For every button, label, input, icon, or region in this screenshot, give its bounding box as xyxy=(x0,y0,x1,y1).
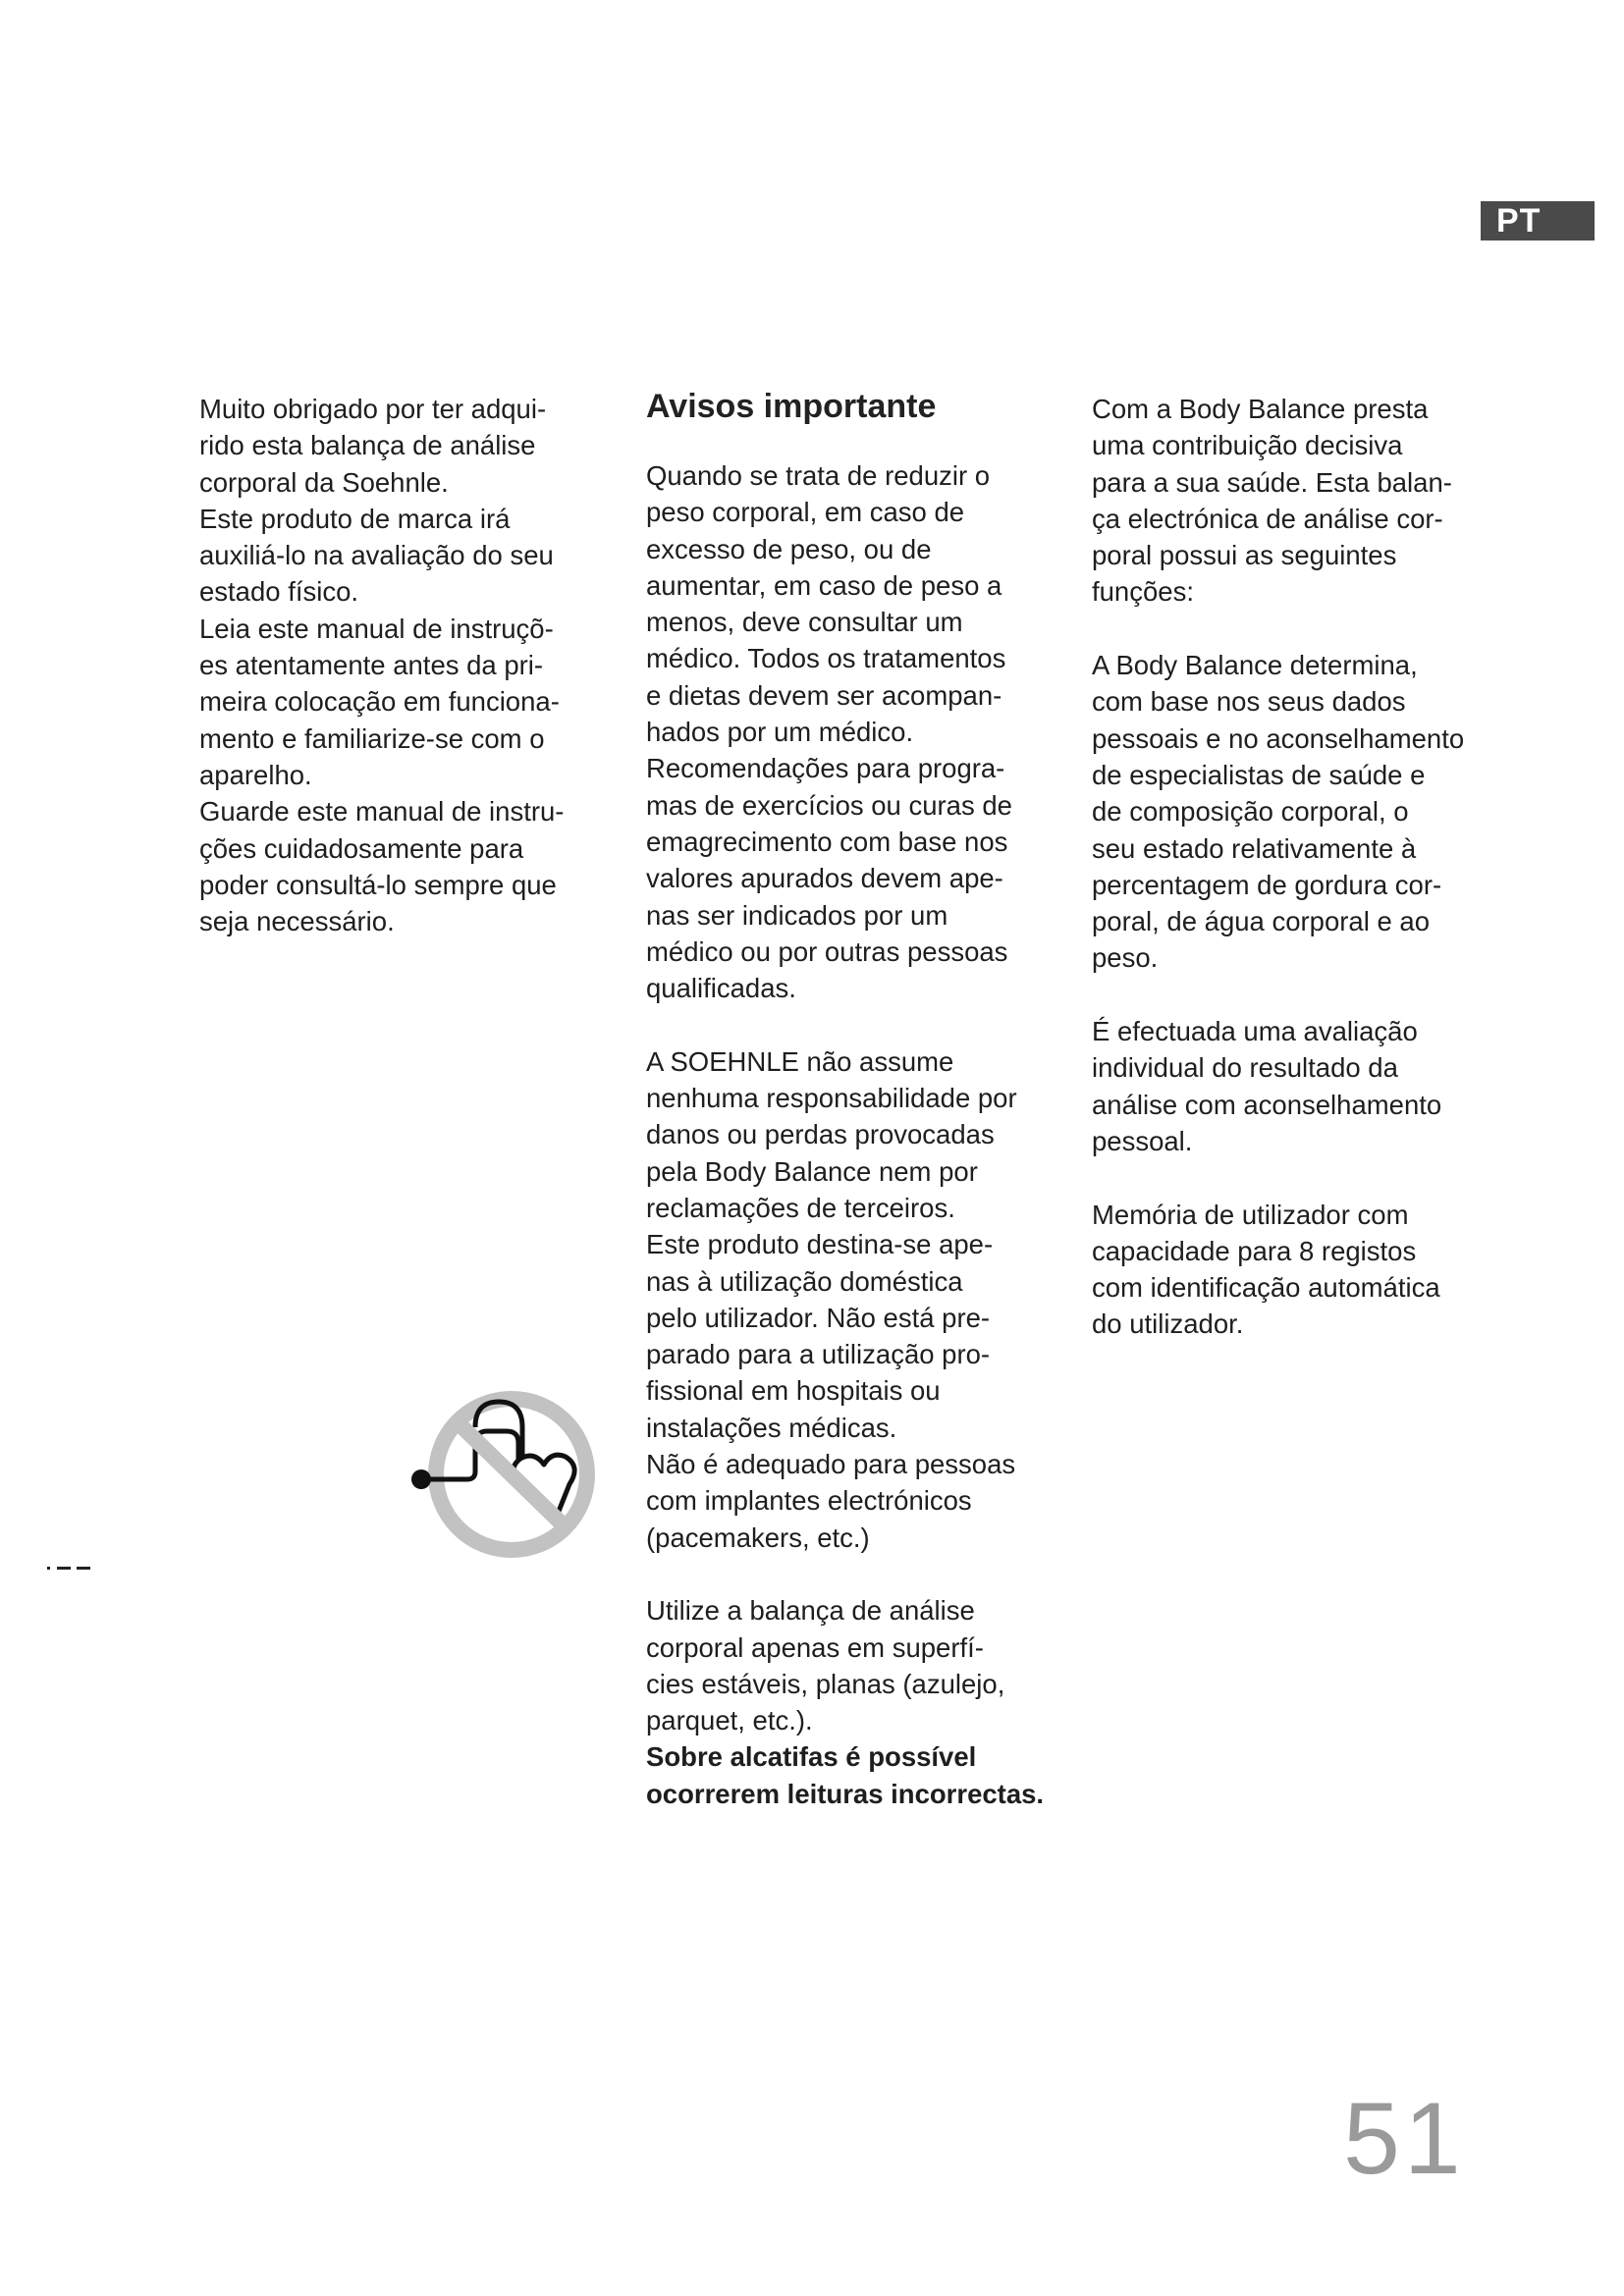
no-pacemaker-icon xyxy=(408,1388,595,1565)
text-line: cies estáveis, planas (azulejo, xyxy=(646,1668,1005,1699)
text-line: auxiliá-lo na avaliação do seu xyxy=(199,540,554,571)
text-line: Muito obrigado por ter adqui- xyxy=(199,394,547,424)
text-line: e dietas devem ser acompan- xyxy=(646,679,1002,711)
text-line: Este produto destina-se ape- xyxy=(646,1229,994,1260)
text-line: Quando se trata de reduzir o xyxy=(646,460,991,491)
text-line: mas de exercícios ou curas de xyxy=(646,789,1012,821)
text-line: es atentamente antes da pri- xyxy=(199,650,544,681)
text-line: pelo utilizador. Não está pre- xyxy=(646,1302,991,1333)
features-column xyxy=(1092,391,1464,1343)
text-line: para a sua saúde. Esta balan- xyxy=(1092,466,1452,498)
text-line: instalações médicas. xyxy=(646,1412,897,1443)
text-line: com identificação automática xyxy=(1092,1272,1440,1304)
text-line: capacidade para 8 registos xyxy=(1092,1235,1417,1266)
text-line: A SOEHNLE não assume xyxy=(646,1045,954,1077)
text-line: corporal apenas em superfí- xyxy=(646,1631,984,1663)
text-line: ções cuidadosamente para xyxy=(199,832,524,864)
text-line: emagrecimento com base nos xyxy=(646,826,1008,857)
text-line: Não é adequado para pessoas xyxy=(646,1449,1016,1480)
text-line: meira colocação em funciona- xyxy=(199,686,560,718)
text-line: parquet, etc.). xyxy=(646,1705,813,1736)
text-line: parado para a utilização pro- xyxy=(646,1339,991,1370)
text-line: peso corporal, em caso de xyxy=(646,497,965,528)
text-line: mento e familiarize-se com o xyxy=(199,722,545,754)
text-line: com base nos seus dados xyxy=(1092,686,1406,718)
text-line: É efectuada uma avaliação xyxy=(1092,1016,1418,1047)
text-line: funções: xyxy=(1092,576,1194,608)
text-line: individual do resultado da xyxy=(1092,1052,1398,1084)
language-tab: PT xyxy=(1481,201,1595,240)
text-line: A Body Balance determina, xyxy=(1092,650,1418,681)
text-line: de especialistas de saúde e xyxy=(1092,759,1426,790)
text-line: percentagem de gordura cor- xyxy=(1092,869,1442,900)
text-line: Guarde este manual de instru- xyxy=(199,796,565,828)
text-line: poral possui as seguintes xyxy=(1092,540,1397,571)
text-line: nenhuma responsabilidade por xyxy=(646,1083,1017,1114)
text-line: Recomendações para progra- xyxy=(646,753,1005,784)
text-line: excesso de peso, ou de xyxy=(646,533,932,564)
text-line: pela Body Balance nem por xyxy=(646,1155,978,1187)
text-line: Este produto de marca irá xyxy=(199,503,511,534)
text-line: rido esta balança de análise xyxy=(199,430,536,461)
text-line: (pacemakers, etc.) xyxy=(646,1522,870,1553)
text-line: reclamações de terceiros. xyxy=(646,1192,955,1223)
text-line: uma contribuição decisiva xyxy=(1092,430,1403,461)
text-line: aumentar, em caso de peso a xyxy=(646,569,1002,601)
text-line: poder consultá-lo sempre que xyxy=(199,869,557,900)
section-heading: Avisos importante xyxy=(646,388,937,425)
text-line: Utilize a balança de análise xyxy=(646,1595,975,1627)
text-line: poral, de água corporal e ao xyxy=(1092,906,1430,937)
text-line: Memória de utilizador com xyxy=(1092,1199,1409,1230)
text-line: seu estado relativamente à xyxy=(1092,832,1417,864)
text-line: corporal da Soehnle. xyxy=(199,466,449,498)
text-line: nas ser indicados por um xyxy=(646,899,948,931)
text-line: com implantes electrónicos xyxy=(646,1485,972,1517)
text-line: médico. Todos os tratamentos xyxy=(646,643,1006,674)
text-line: pessoais e no aconselhamento xyxy=(1092,722,1465,754)
text-line: de composição corporal, o xyxy=(1092,796,1409,828)
text-line: análise com aconselhamento xyxy=(1092,1089,1442,1120)
text-line: danos ou perdas provocadas xyxy=(646,1119,995,1150)
margin-mark xyxy=(47,1559,92,1565)
text-line: do utilizador. xyxy=(1092,1308,1244,1340)
text-line: estado físico. xyxy=(199,576,359,608)
intro-column xyxy=(199,391,564,939)
text-line: menos, deve consultar um xyxy=(646,607,963,638)
text-line: Leia este manual de instruçõ- xyxy=(199,613,554,644)
warnings-column xyxy=(646,385,1044,1812)
text-line: aparelho. xyxy=(199,759,312,790)
warning-line: ocorrerem leituras incorrectas. xyxy=(646,1778,1045,1809)
text-line: hados por um médico. xyxy=(646,717,914,748)
text-line: qualificadas. xyxy=(646,973,796,1004)
text-line: médico ou por outras pessoas xyxy=(646,935,1008,967)
text-line: peso. xyxy=(1092,942,1159,974)
text-line: seja necessário. xyxy=(199,906,395,937)
text-line: ça electrónica de análise cor- xyxy=(1092,503,1443,534)
text-line: Com a Body Balance presta xyxy=(1092,394,1429,424)
text-line: valores apurados devem ape- xyxy=(646,863,1003,894)
page-number: 51 xyxy=(1343,2082,1465,2196)
text-line: nas à utilização doméstica xyxy=(646,1265,963,1297)
text-line: fissional em hospitais ou xyxy=(646,1375,941,1407)
text-line: pessoal. xyxy=(1092,1125,1193,1156)
warning-line: Sobre alcatifas é possível xyxy=(646,1741,977,1773)
